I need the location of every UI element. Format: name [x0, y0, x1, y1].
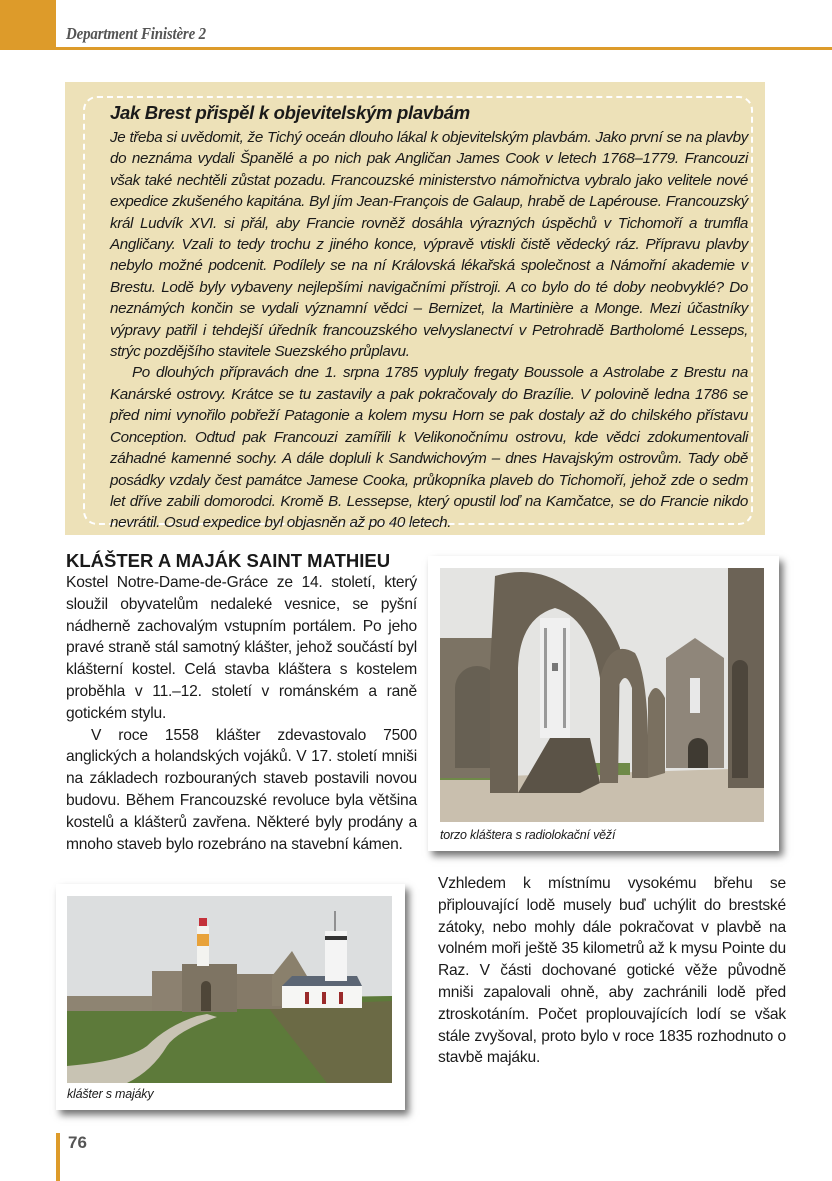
right-column [438, 873, 786, 1069]
footer-accent-bar [56, 1133, 60, 1181]
ruined-abbey-photo [440, 568, 764, 822]
sidebar-title: Jak Brest přispěl k objevitelským plavbám [110, 102, 470, 123]
header-rule [56, 47, 832, 50]
sidebar-paragraph: Po dlouhých přípravách dne 1. srpna 1785 vypluly fregaty Boussole a Astrolabe z Brestu na Kanárské ostrovy. Krátce se tu zastavily a pak pokračovaly do Brazílie. V polovině ledna 1786 se před nimi vynořilo pobřeží Patagonie a kolem mysu Horn se pak dostaly až do chilského přístavu Conception. Odtud pak Francouzi zamířili k Velikonočnímu ostrovu, kde vědci zdokumentovali záhadné kamenné sochy. A dále dopluli k Sandwichovým – dnes Havajským ostrovům. Tady obě posádky vzdaly čest památce Jamese Cooka, průkopníka plaveb do Tichomoří, jehož zde o sedm let dříve zabili domorodci. Kromě B. Lessepse, který opustil loď na Kamčatce, se do Francie nikdo nevrátil. Osud expedice byl objasněn až po 40 letech. [110, 364, 748, 532]
header-accent-tab [0, 0, 56, 50]
abbey-lighthouses-photo [67, 896, 392, 1083]
figure-ruins [428, 556, 779, 851]
figure-caption: torzo kláštera s radiolokační věží [440, 828, 616, 842]
figure-caption: klášter s majáky [67, 1087, 154, 1101]
left-column [66, 572, 417, 855]
sidebar-content [110, 102, 748, 534]
sidebar-box [65, 82, 765, 535]
sidebar-paragraph: Je třeba si uvědomit, že Tichý oceán dlouho lákal k objevitelským plavbám. Jako první se na plavby do neznáma vydali Španělé a po nich pak Angličan James Cook v letech 1768–1779. Francouzi však také nechtěli zůstat pozadu. Francouzské ministerstvo námořnictva vybralo jako velitele nové expedice zkušeného kapitána. Byl jím Jean-François de Galaup, hrabě de Lapérouse. Francouzský král Ludvík XVI. si přál, aby Francie rovněž dosáhla výrazných úspěchů v Tichomoří a trumfla Angličany. Vzali to tedy trochu z jiného konce, výpravě vtiskli čistě vědecký ráz. Přípravu plavby nebylo možné podcenit. Podílely se na ní Královská lékařská společnost a Námořní akademie v Brestu. Lodě byly vybaveny nejlepšími navigačními přístroji. A co bylo do té doby neobvyklé? Do neznámých končin se vydali významní vědci – Bernizet, la Martinière a Monge. Mezi účastníky výpravy patřil i tehdejší úředník francouzského velvyslanectví v Petrohradě Bartholomé Lesseps, strýc pozdějšího stavitele Suezského průplavu. [110, 129, 748, 361]
running-title: Department Finistère 2 [66, 24, 206, 43]
section-heading: KLÁŠTER A MAJÁK SAINT MATHIEU [66, 550, 391, 571]
body-paragraph: Vzhledem k místnímu vysokému břehu se připlouvající lodě musely buď uchýlit do brestské zátoky, nebo mohly dále pokračovat v plavbě na volném moři ještě 35 kilometrů až k mysu Pointe du Raz. V části dochované gotické věže původně mniši zapalovali ohně, aby zachránili lodě před ztroskotáním. Počet proplouvajících lodí se však stále zvyšoval, proto bylo v roce 1835 rozhodnuto o stavbě majáku. [438, 875, 786, 1067]
page-number: 76 [68, 1133, 87, 1152]
figure-lighthouse [56, 884, 405, 1110]
body-paragraph: Kostel Notre-Dame-de-Gráce ze 14. století, který sloužil obyvatelům nedaleké vesnice, se pyšní nádherně zachovalým vstupním portálem. Po jeho pravé straně stál samotný klášter, jehož součástí byl klášterní kostel. Celá stavba kláštera s kostelem proběhla v 11.–12. století v románském a raně gotickém stylu. [66, 574, 417, 722]
body-paragraph: V roce 1558 klášter zdevastovalo 7500 anglických a holandských vojáků. V 17. století mniši na základech rozbouraných staveb postavili novou budovu. Během Francouzské revoluce byla většina kostelů a klášterů zavřena. Některé byly prodány a mnoho staveb bylo rozebráno na stavební kámen. [66, 726, 417, 853]
